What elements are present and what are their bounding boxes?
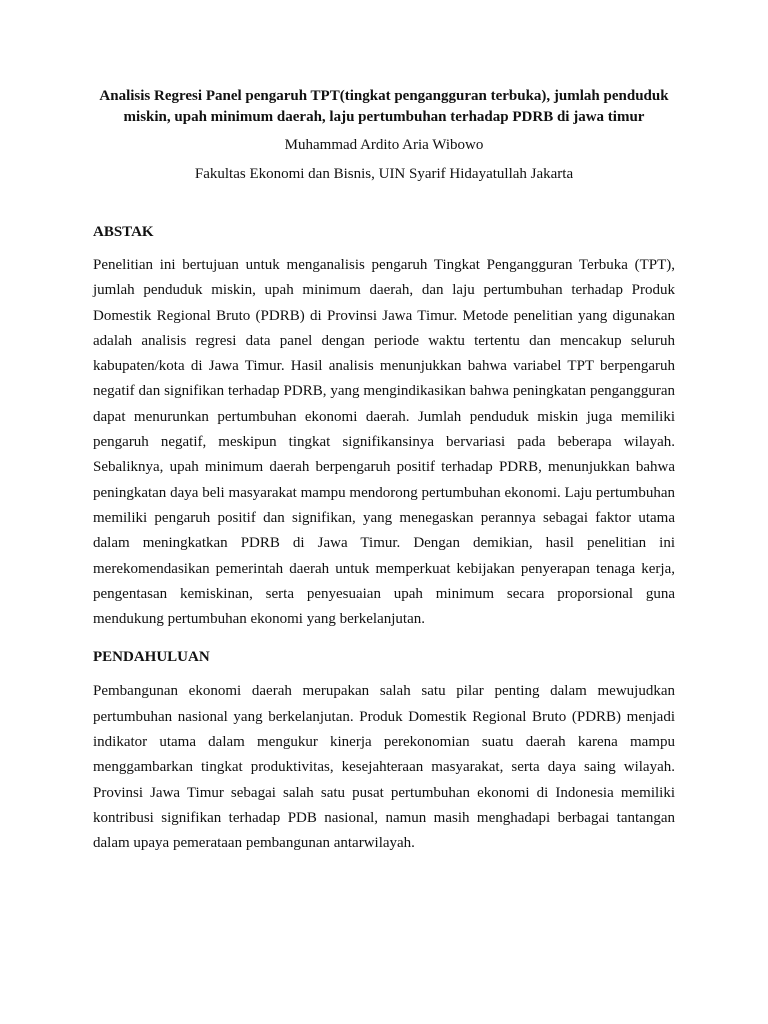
author-name: Muhammad Ardito Aria Wibowo — [284, 137, 484, 153]
paper-page — [93, 86, 675, 857]
abstract-section — [93, 222, 675, 632]
author-affiliation: Fakultas Ekonomi dan Bisnis, UIN Syarif Hidayatullah Jakarta — [194, 166, 574, 182]
introduction-paragraph: Pembangunan ekonomi daerah merupakan salah satu pilar penting dalam mewujudkan pertumbuhan nasional yang berkelanjutan. Produk Domestik Regional Bruto (PDRB) menjadi indikator utama dalam mengukur kinerja perekonomian suatu daerah karena mampu menggambarkan tingkat produktivitas, kesejahteraan masyarakat, serta daya saing wilayah. Provinsi Jawa Timur sebagai salah satu pusat pertumbuhan ekonomi di Indonesia memiliki kontribusi signifikan terhadap PDB nasional, namun masih menghadapi berbagai tantangan dalam upaya pemerataan pembangunan antarwilayah. — [93, 683, 675, 852]
paper-title: Analisis Regresi Panel pengaruh TPT(tingkat pengangguran terbuka), jumlah penduduk miskin, upah minimum daerah, laju pertumbuhan terhadap PDRB di jawa timur — [99, 88, 669, 125]
abstract-paragraph: Penelitian ini bertujuan untuk menganalisis pengaruh Tingkat Pengangguran Terbuka (TPT), jumlah penduduk miskin, upah minimum daerah, dan laju pertumbuhan terhadap Produk Domestik Regional Bruto (PDRB) di Provinsi Jawa Timur. Metode penelitian yang digunakan adalah analisis regresi data panel dengan periode waktu tertentu dan mencakup seluruh kabupaten/kota di Jawa Timur. Hasil analisis menunjukkan bahwa variabel TPT berpengaruh negatif dan signifikan terhadap PDRB, yang mengindikasikan bahwa peningkatan pengangguran dapat menurunkan pertumbuhan ekonomi daerah. Jumlah penduduk miskin juga memiliki pengaruh negatif, meskipun tingkat signifikansinya bervariasi pada beberapa wilayah. Sebaliknya, upah minimum daerah berpengaruh positif terhadap PDRB, menunjukkan bahwa peningkatan daya beli masyarakat mampu mendorong pertumbuhan ekonomi. Laju pertumbuhan memiliki pengaruh positif dan signifikan, yang menegaskan perannya sebagai faktor utama dalam meningkatkan PDRB di Jawa Timur. Dengan demikian, hasil penelitian ini merekomendasikan pemerintah daerah untuk memperkuat kebijakan penyerapan tenaga kerja, pengentasan kemiskinan, serta penyesuaian upah minimum secara proporsional guna mendukung pertumbuhan ekonomi yang berkelanjutan. — [93, 257, 675, 628]
introduction-section — [93, 647, 675, 856]
abstract-heading: ABSTAK — [93, 224, 154, 240]
introduction-heading: PENDAHULUAN — [93, 649, 210, 666]
